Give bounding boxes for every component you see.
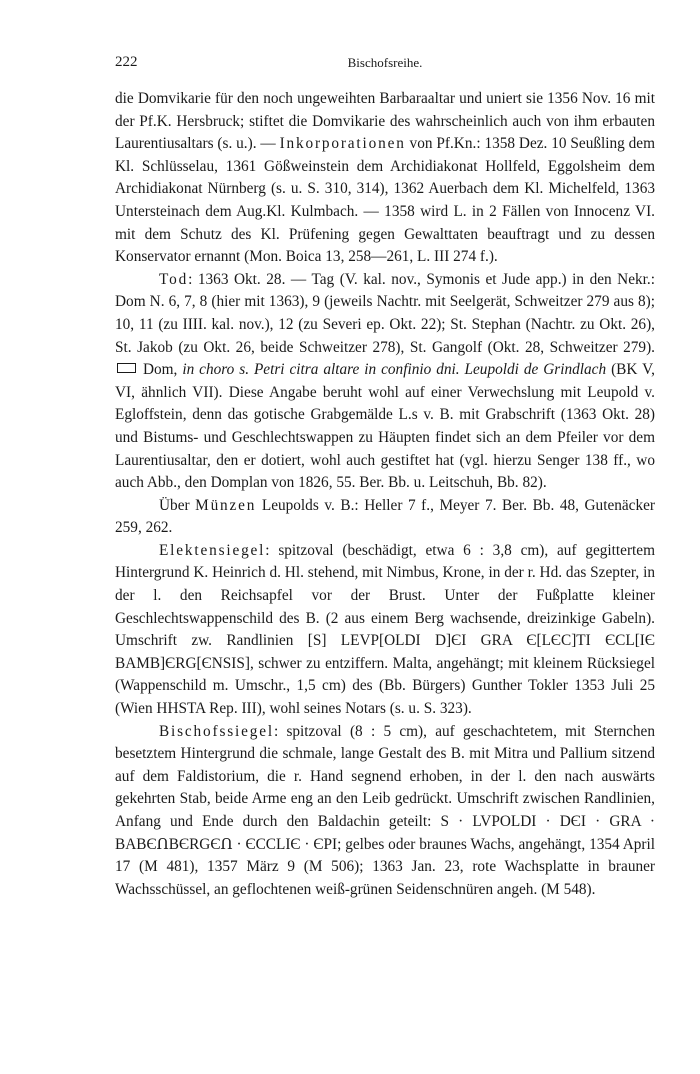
spaced-term: Bischofssiegel <box>159 722 274 740</box>
book-page <box>115 52 655 901</box>
text-run: die Domvikarie für den noch ungeweihten Barbaraaltar und uniert sie 1356 Nov. 16 mit der Pf.K. Hersbruck; stiftet die Domvikarie des wahrscheinlich auch von ihm erbauten Laurentiusaltars (s. u.). — <box>115 90 655 153</box>
paragraph-muenzen <box>115 495 655 540</box>
burial-box-icon <box>117 363 136 373</box>
page-header <box>115 52 655 78</box>
spaced-term: Elektensiegel <box>159 541 266 559</box>
body-text <box>115 88 655 901</box>
spaced-term: Inkorporationen <box>279 135 406 153</box>
paragraph-continuation <box>115 88 655 269</box>
text-run: : 1363 Okt. 28. — Tag (V. kal. nov., Symonis et Jude app.) in den Nekr.: Dom N. 6, 7, 8 (hier mit 1363), 9 (jeweils Nachtr. mit Seelgerät, Schweitzer 279 aus 8); 10, 11 (zu IIII. kal. nov.), 12 (zu Severi ep. Okt. 22); St. Stephan (Nachtr. zu Okt. 26), St. Jakob (zu Okt. 26, beide Schweitzer 278), St. Gangolf (Okt. 28, Schweitzer 279). <box>115 270 655 356</box>
text-run: von Pf.Kn.: 1358 Dez. 10 Seußling dem Kl. Schlüsselau, 1361 Gößweinstein dem Archidiakonat Hollfeld, Eggolsheim dem Archidiakonat Nürnberg (s. u. S. 310, 314), 1362 Auerbach dem Kl. Michelfeld, 1363 Untersteinach dem Aug.Kl. Kulmbach. — 1358 wird L. in 2 Fällen von Innocenz VI. mit dem Schutz des Kl. Prüfening gegen Gewalttaten beauftragt und zu dessen Konservator ernannt (Mon. Boica 13, 258—261, L. III 274 f.). <box>115 135 655 266</box>
text-run: (BK V, VI, ähnlich VII). Diese Angabe beruht wohl auf einer Verwechslung mit Leupold v. Egloffstein, denn das gotische Grabgemälde L.s v. B. mit Grabschrift (1363 Okt. 28) und Bistums- und Geschlechtswappen zu Häupten findet sich an dem Pfeiler vor dem Laurentiusaltar, den er dotiert, wohl auch gestiftet hat (vgl. hierzu Senger 138 ff., wo auch Abb., den Domplan von 1826, 55. Ber. Bb. u. Leitschuh, Bb. 82). <box>115 361 655 492</box>
paragraph-elektensiegel <box>115 540 655 721</box>
paragraph-tod <box>115 269 655 495</box>
italic-quote: in choro s. Petri citra altare in confinio dni. Leupoldi de Grindlach <box>182 361 607 379</box>
running-head: Bischofsreihe. <box>347 55 423 70</box>
spaced-term: Münzen <box>195 496 257 514</box>
page-number: 222 <box>115 54 138 70</box>
text-run: : spitzoval (8 : 5 cm), auf geschachtetem, mit Sternchen besetztem Hintergrund die schmale, lange Gestalt des B. mit Mitra und Pallium sitzend auf dem Faldistorium, die r. Hand segnend erhoben, in der l. den nach auswärts gekehrten Stab, beide Arme eng an den Leib gedrückt. Umschrift zwischen Randlinien, Anfang und Ende durch den Baldachin geteilt: S · LVPOLDI · DЄI · GRA · BABЄՈBЄRGЄՈ · ЄCCLIЄ · ЄPI; gelbes oder braunes Wachs, angehängt, 1354 April 17 (M 481), 1357 März 9 (M 506); 1363 Jan. 23, rote Wachsplatte in brauner Wachsschüssel, an geflochtenen weiß-grünen Seidenschnüren angeh. (M 548). <box>115 722 655 898</box>
text-run: Leupolds v. B.: Heller 7 f., Meyer 7. Ber. Bb. 48, Gutenäcker 259, 262. <box>115 496 655 537</box>
text-run: Dom, <box>138 361 183 379</box>
spaced-term: Tod <box>159 270 189 288</box>
text-run: : spitzoval (beschädigt, etwa 6 : 3,8 cm), auf gegittertem Hintergrund K. Heinrich d. Hl. stehend, mit Nimbus, Krone, in der r. Hd. das Szepter, in der l. den Reichsapfel vor der Brust. Unter der Fußplatte kleiner Geschlechtswappenschild des B. (2 aus einem Berg wachsende, dreizinkige Gabeln). Umschrift zw. Randlinien [S] LEVP[OLDI D]ЄI GRA Є[LЄC]TI ЄCL[IЄ BAMB]ЄRG[ЄNSIS], schwer zu entziffern. Malta, angehängt; mit kleinem Rücksiegel (Wappenschild m. Umschr., 1,5 cm) des (Bb. Bürgers) Gunther Tokler 1353 Juli 25 (Wien HHSTA Rep. III), wohl seines Notars (s. u. S. 323). <box>115 541 655 718</box>
paragraph-bischofssiegel <box>115 721 655 902</box>
text-run: Über <box>159 496 196 514</box>
